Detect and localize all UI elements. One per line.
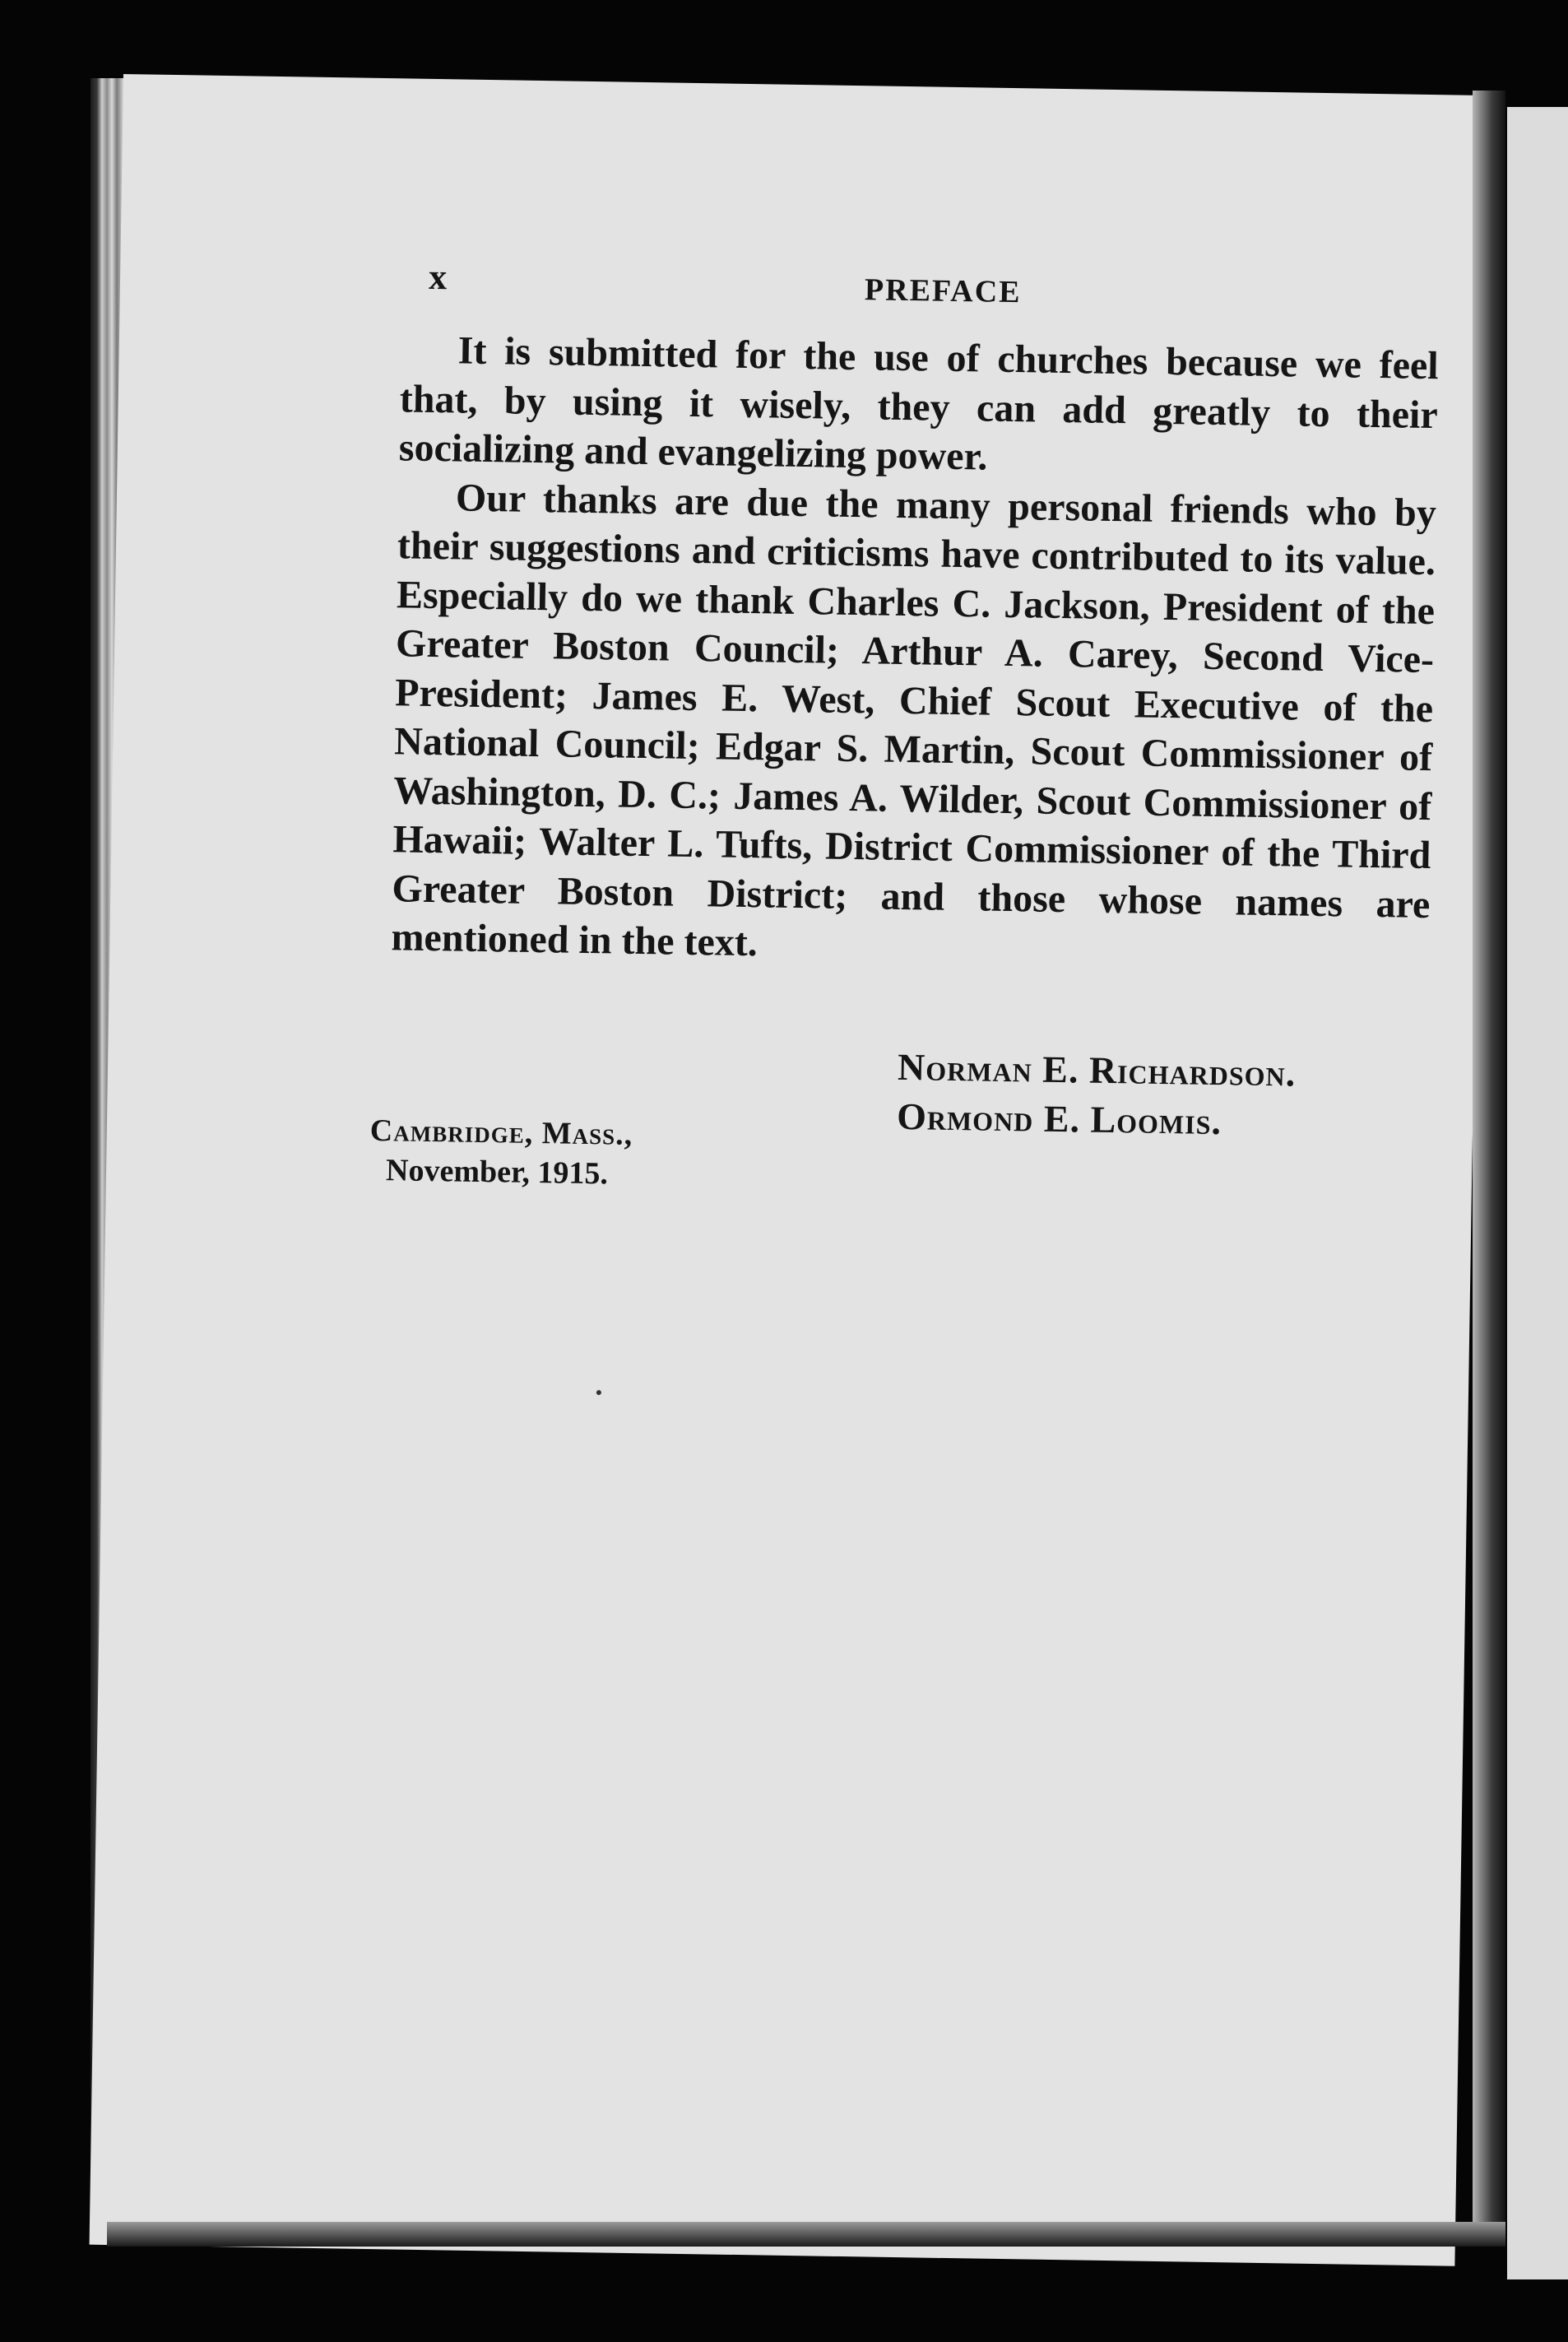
author-name-2: Ormond E. Loomis. (896, 1094, 1222, 1143)
paragraph-2: Our thanks are due the many personal friends who by their suggestions and criticisms have contributed to its value. Especially do we thank Charles C. Jackson, President of the Greater Boston Council; Arthur A. Carey, Second Vice-President; James E. West, Chief Scout Executive of the National Council; Edgar S. Martin, Scout Commissioner of Washington, D. C.; James A. Wilder, Scout Commissioner of Hawaii; Walter L. Tufts, District Commissioner of the Third Greater Boston District; and those whose names are mentioned in the text. (391, 475, 1437, 965)
signature-block (897, 1043, 1297, 1148)
page-content (90, 74, 1489, 2266)
dust-speck (596, 1390, 601, 1395)
dateline-place: Cambridge, Mass., (369, 1113, 633, 1152)
dateline (369, 1111, 633, 1194)
page-number: x (428, 256, 448, 298)
bottom-page-shadow (107, 2222, 1505, 2247)
right-page-shadow (1473, 91, 1505, 2247)
adjacent-page-strip (1507, 107, 1568, 2279)
running-head: PREFACE (864, 272, 1022, 310)
book-page (90, 74, 1489, 2266)
paragraph-1: It is submitted for the use of churches because we feel that, by using it wisely, they can add greatly to their socializing and evangelizing power. (398, 328, 1440, 479)
author-name-1: Norman E. Richardson. (897, 1045, 1297, 1094)
preface-body (391, 325, 1439, 978)
dateline-date: November, 1915. (385, 1153, 609, 1192)
